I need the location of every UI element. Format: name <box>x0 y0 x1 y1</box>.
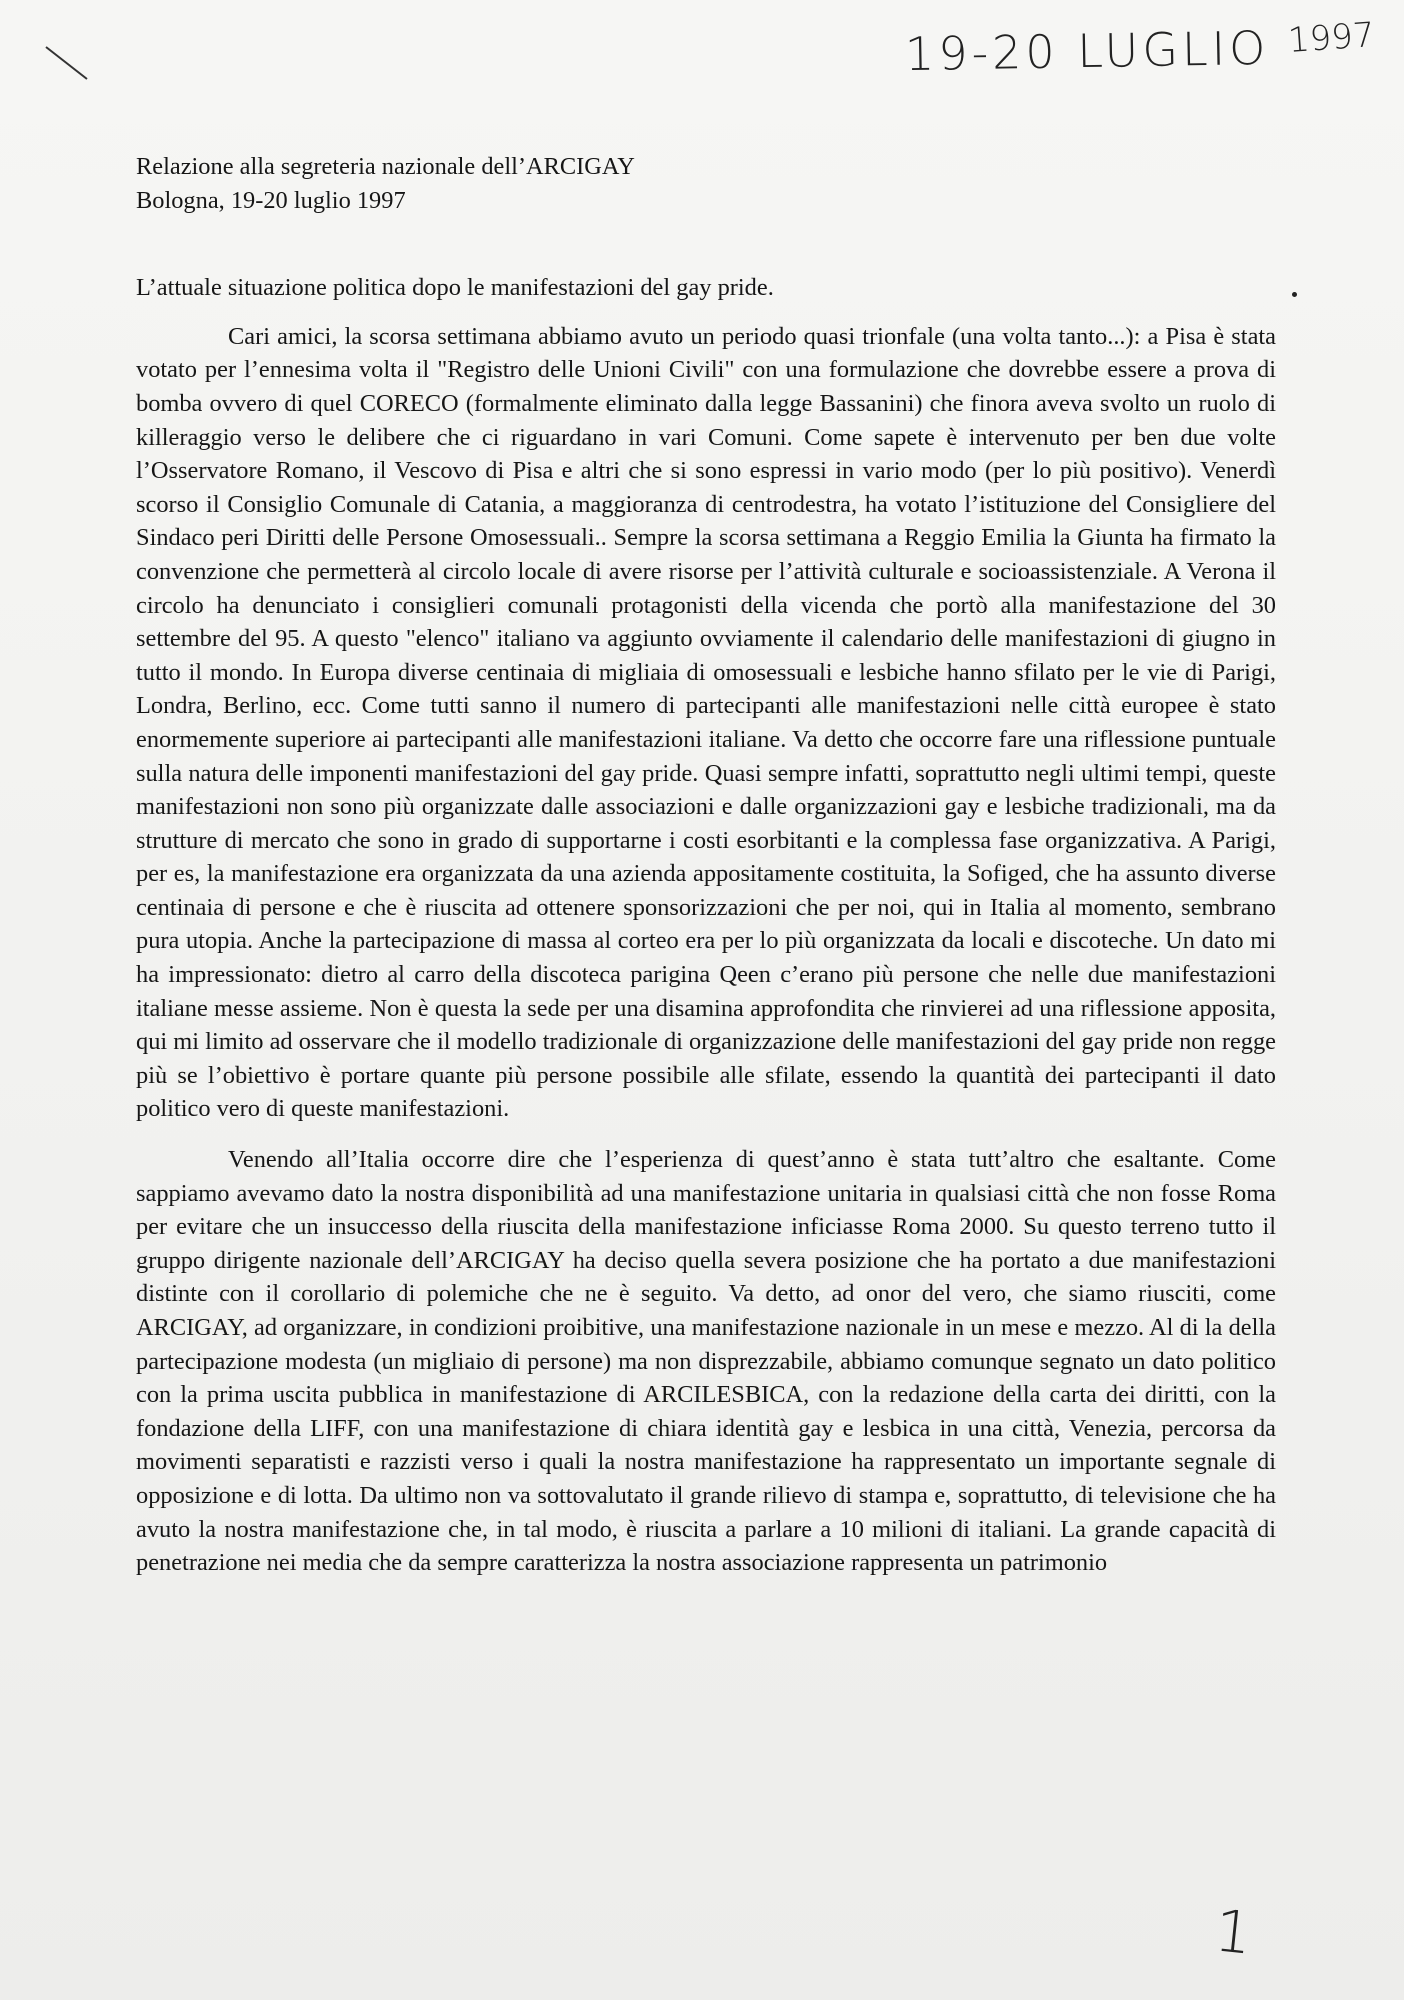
handwritten-date: 19-20 LUGLIO <box>904 20 1270 82</box>
document-heading <box>136 150 1276 217</box>
handwritten-year: 1997 <box>1286 15 1376 61</box>
document-subject: L’attuale situazione politica dopo le manifestazioni del gay pride. <box>136 274 774 302</box>
document-body <box>136 150 1276 1597</box>
paragraph-2: Venendo all’Italia occorre dire che l’esperienza di quest’anno è stata tutt’altro che esaltante. Come sappiamo avevamo dato la nostra disponibilità ad una manifestazione unitaria in qualsiasi città che non fosse Roma per evitare che un insuccesso della riuscita della manifestazione inficiasse Roma 2000. Su questo terreno tutto il gruppo dirigente nazionale dell’ARCIGAY ha deciso quella severa posizione che ha portato a due manifestazioni distinte con il corollario di polemiche che ne è seguito. Va detto, ad onor del vero, che siamo riusciti, come ARCIGAY, ad organizzare, in condizioni proibitive, una manifestazione nazionale in un mese e mezzo. Al di la della partecipazione modesta (un migliaio di persone) ma non disprezzabile, abbiamo comunque segnato un dato politico con la prima uscita pubblica in manifestazione di ARCILESBICA, con la redazione della carta dei diritti, con la fondazione della LIFF, con una manifestazione di chiara identità gay e lesbica in una città, Venezia, percorsa da movimenti separatisti e razzisti verso i quali la nostra manifestazione ha rappresentato un importante segnale di opposizione e di lotta. Da ultimo non va sottovalutato il grande rilievo di stampa e, soprattutto, di televisione che ha avuto la nostra manifestazione che, in tal modo, è riuscita a parlare a 10 milioni di italiani. La grande capacità di penetrazione nei media che da sempre caratterizza la nostra associazione rappresenta un patrimonio <box>136 1146 1276 1577</box>
handwritten-slash-mark <box>45 46 87 80</box>
heading-title: Relazione alla segreteria nazionale dell’ARCIGAY <box>136 153 635 180</box>
heading-place-date: Bologna, 19-20 luglio 1997 <box>136 186 406 214</box>
handwritten-page-number: 1 <box>1211 1896 1256 1968</box>
paragraph-1: Cari amici, la scorsa settimana abbiamo avuto un periodo quasi trionfale (una volta tanto...): a Pisa è stata votato per l’ennesima volta il "Registro delle Unioni Civili" con una formulazione che dovrebbe essere a prova di bomba ovvero di quel CORECO (formalmente eliminato dalla legge Bassanini) che finora aveva svolto un ruolo di killeraggio verso le delibere che ci riguardano in vari Comuni. Come sapete è intervenuto per ben due volte l’Osservatore Romano, il Vescovo di Pisa e altri che si sono espressi in vario modo (per lo più positivo). Venerdì scorso il Consiglio Comunale di Catania, a maggioranza di centrodestra, ha votato l’istituzione del Consigliere del Sindaco peri Diritti delle Persone Omosessuali.. Sempre la scorsa settimana a Reggio Emilia la Giunta ha firmato la convenzione che permetterà al circolo locale di avere risorse per l’attività culturale e socioassistenziale. A Verona il circolo ha denunciato i consiglieri comunali protagonisti della vicenda che portò alla manifestazione del 30 settembre del 95. A questo "elenco" italiano va aggiunto ovviamente il calendario delle manifestazioni di giugno in tutto il mondo. In Europa diverse centinaia di migliaia di omosessuali e lesbiche hanno sfilato per le vie di Parigi, Londra, Berlino, ecc. Come tutti sanno il numero di partecipanti alle manifestazioni nelle città europee è stato enormemente superiore ai partecipanti alle manifestazioni italiane. Va detto che occorre fare una riflessione puntuale sulla natura delle imponenti manifestazioni del gay pride. Quasi sempre infatti, soprattutto negli ultimi tempi, queste manifestazioni non sono più organizzate dalle associazioni e dalle organizzazioni gay e lesbiche tradizionali, ma da strutture di mercato che sono in grado di supportarne i costi esorbitanti e la complessa fase organizzativa. A Parigi, per es, la manifestazione era organizzata da una azienda appositamente costituita, la Sofiged, che ha assunto diverse centinaia di persone e che è riuscita ad ottenere sponsorizzazioni che per noi, qui in Italia al momento, sembrano pura utopia. Anche la partecipazione di massa al corteo era per lo più organizzata da locali e discoteche. Un dato mi ha impressionato: dietro al carro della discoteca parigina Qeen c’erano più persone che nelle due manifestazioni italiane messe assieme. Non è questa la sede per una disamina approfondita che rinvierei ad una riflessione apposita, qui mi limito ad osservare che il modello tradizionale di organizzazione delle manifestazioni del gay pride non regge più se l’obiettivo è portare quante più persone possibile alle sfilate, essendo la quantità dei partecipanti il dato politico vero di queste manifestazioni. <box>136 322 1276 1123</box>
ink-dot <box>1292 292 1297 297</box>
